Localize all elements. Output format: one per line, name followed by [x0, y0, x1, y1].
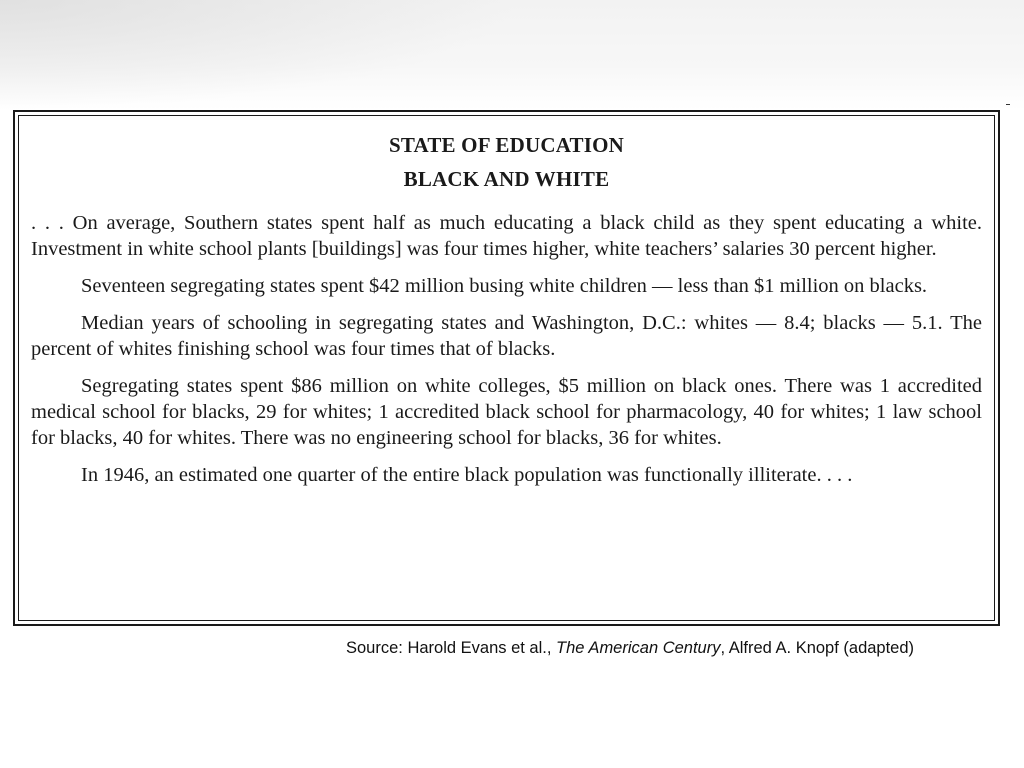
document-frame [13, 110, 1000, 626]
source-book-title: The American Century [556, 639, 721, 657]
paragraph-busing: Seventeen segregating states spent $42 million busing white children — less than $1 million on blacks. [81, 275, 928, 297]
paragraph-colleges: Segregating states spent $86 million on white colleges, $5 million on black ones. There was 1 accredited medical school for blacks, 29 for whites; 1 accredited black school for pharmacology, 40 for whites; 1 law school for blacks, 40 for whites. There was no engineering school for blacks, 36 for whites. [31, 375, 982, 449]
document-title-line-2: BLACK AND WHITE [403, 167, 610, 191]
document-title-line-1: STATE OF EDUCATION [388, 133, 625, 157]
slide-header-gradient [0, 0, 1024, 110]
source-citation [346, 639, 1006, 658]
paragraph-spending: . . . On average, Southern states spent half as much educating a black child as they spent educating a white. Investment in white school plants [buildings] was four times higher, white teachers’ salaries 30 percent higher. [31, 212, 982, 260]
document-content [31, 128, 982, 499]
paragraph-illiteracy: In 1946, an estimated one quarter of the entire black population was functionally illiterate. . . . [81, 464, 853, 486]
paragraph-schooling: Median years of schooling in segregating states and Washington, D.C.: whites — 8.4; blacks — 5.1. The percent of whites finishing school was four times that of blacks. [31, 312, 982, 360]
source-suffix: , Alfred A. Knopf (adapted) [720, 639, 915, 657]
edge-tick-mark [1006, 104, 1010, 105]
source-prefix: Source: Harold Evans et al., [346, 639, 557, 657]
